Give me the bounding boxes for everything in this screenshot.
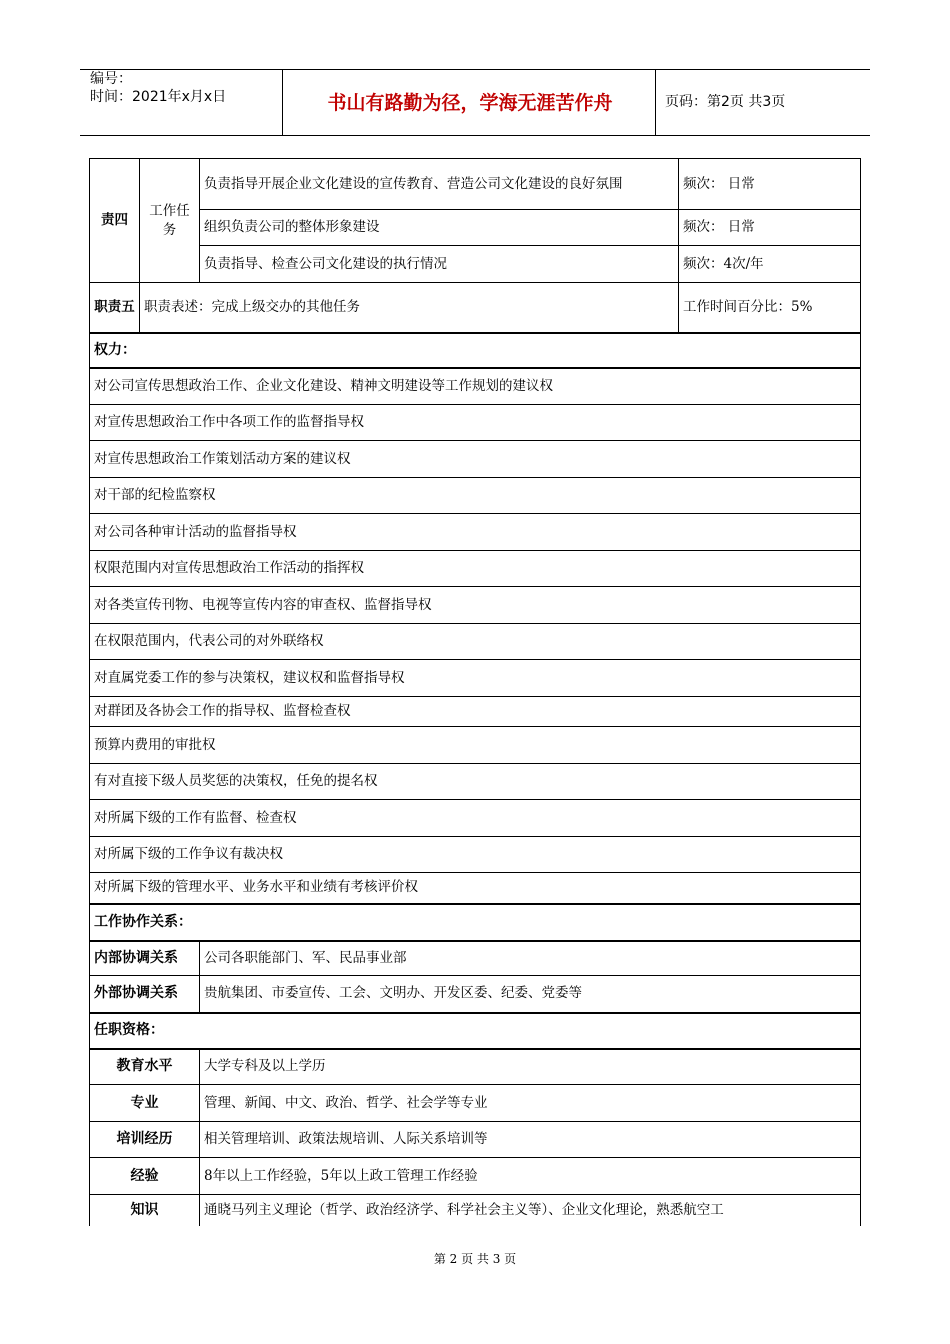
header-meta	[90, 70, 226, 106]
duty4-label: 责四	[90, 159, 140, 283]
power-item: 对公司各种审计活动的监督指导权	[90, 514, 861, 551]
duty4-task: 组织负责公司的整体形象建设	[200, 210, 679, 246]
power-item: 对群团及各协会工作的指导权、监督检查权	[90, 697, 861, 727]
power-item: 对所属下级的工作争议有裁决权	[90, 837, 861, 873]
power-item: 在权限范围内，代表公司的对外联络权	[90, 624, 861, 660]
power-item: 对宣传思想政治工作策划活动方案的建议权	[90, 441, 861, 478]
qualification-value: 相关管理培训、政策法规培训、人际关系培训等	[200, 1122, 861, 1158]
duty4-frequency: 频次：4次/年	[679, 246, 861, 283]
qualification-label: 专业	[90, 1085, 200, 1122]
duty5-label: 职责五	[90, 283, 140, 333]
qualification-label: 培训经历	[90, 1122, 200, 1158]
doc-number: 编号：	[90, 71, 132, 87]
duty4-sublabel: 工作任务	[140, 159, 200, 283]
qualification-label: 教育水平	[90, 1049, 200, 1085]
duty4-frequency: 频次： 日常	[679, 159, 861, 210]
power-item: 对干部的纪检监察权	[90, 478, 861, 514]
external-relations-value: 贵航集团、市委宣传、工会、文明办、开发区委、纪委、党委等	[200, 976, 861, 1013]
qualification-value: 通晓马列主义理论（哲学、政治经济学、科学社会主义等）、企业文化理论，熟悉航空工	[200, 1195, 861, 1226]
page-indicator: 页码：第2页 共3页	[665, 94, 786, 110]
power-item: 对所属下级的管理水平、业务水平和业绩有考核评价权	[90, 873, 861, 904]
internal-relations-label: 内部协调关系	[90, 941, 200, 976]
power-item: 对宣传思想政治工作中各项工作的监督指导权	[90, 405, 861, 441]
header-motto: 书山有路勤为径，学海无涯苦作舟	[327, 92, 613, 114]
header-bottom-rule	[80, 135, 870, 136]
power-item: 权限范围内对宣传思想政治工作活动的指挥权	[90, 551, 861, 587]
duty4-frequency: 频次： 日常	[679, 210, 861, 246]
header-divider	[282, 69, 283, 136]
qualification-value: 8年以上工作经验，5年以上政工管理工作经验	[200, 1158, 861, 1195]
power-item: 预算内费用的审批权	[90, 727, 861, 764]
duty5-time-percentage: 工作时间百分比：5%	[679, 283, 861, 333]
qualifications-title: 任职资格：	[90, 1013, 861, 1049]
qualification-label: 知识	[90, 1195, 200, 1226]
external-relations-label: 外部协调关系	[90, 976, 200, 1013]
power-item: 对所属下级的工作有监督、检查权	[90, 800, 861, 837]
power-item: 对直属党委工作的参与决策权，建议权和监督指导权	[90, 660, 861, 697]
qualification-value: 大学专科及以上学历	[200, 1049, 861, 1085]
duty5-description: 职责表述：完成上级交办的其他任务	[140, 283, 679, 333]
doc-date: 时间：2021年x月x日	[90, 89, 227, 105]
qualification-label: 经验	[90, 1158, 200, 1195]
internal-relations-value: 公司各职能部门、军、民品事业部	[200, 941, 861, 976]
powers-title: 权力：	[90, 333, 861, 368]
relations-title: 工作协作关系：	[90, 904, 861, 941]
power-item: 有对直接下级人员奖惩的决策权，任免的提名权	[90, 764, 861, 800]
job-description-table	[89, 158, 860, 1226]
duty4-task: 负责指导、检查公司文化建设的执行情况	[200, 246, 679, 283]
power-item: 对各类宣传刊物、电视等宣传内容的审查权、监督指导权	[90, 587, 861, 624]
qualification-value: 管理、新闻、中文、政治、哲学、社会学等专业	[200, 1085, 861, 1122]
power-item: 对公司宣传思想政治工作、企业文化建设、精神文明建设等工作规划的建议权	[90, 368, 861, 405]
page-footer: 第 2 页 共 3 页	[433, 1252, 517, 1266]
duty4-task: 负责指导开展企业文化建设的宣传教育、营造公司文化建设的良好氛围	[200, 159, 679, 210]
header-divider	[655, 69, 656, 136]
